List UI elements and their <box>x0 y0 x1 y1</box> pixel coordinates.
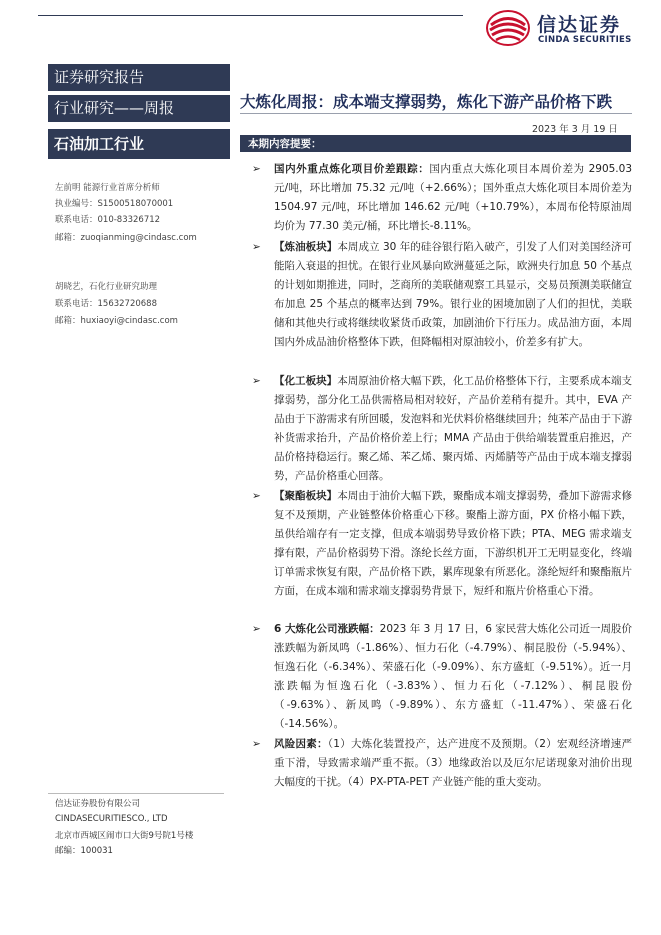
company-logo <box>485 8 645 52</box>
summary-paragraph <box>252 238 632 352</box>
summary-paragraph <box>252 160 632 236</box>
paragraph-lead: 【化工板块】 <box>274 375 338 387</box>
bullet-arrow-icon: ➢ <box>252 241 261 253</box>
paragraph-body: （1）大炼化装置投产，达产进度不及预期。（2）宏观经济增速严重下滑，导致需求端严重不振。（3）地缘政治以及厄尔尼诺现象对油价出现大幅度的干扰。（4）PX-PTA-PET 产业链产能的重大变动。 <box>274 738 632 788</box>
summary-paragraph <box>252 735 632 792</box>
bullet-arrow-icon: ➢ <box>252 623 261 635</box>
cinda-logo-icon <box>485 8 531 48</box>
bullet-arrow-icon: ➢ <box>252 490 261 502</box>
sidebar-title-block <box>48 64 228 164</box>
company-name-en: CINDASECURITIESCO., LTD <box>55 814 168 824</box>
analyst-1-email[interactable]: 邮箱：zuoqianming@cindasc.com <box>55 233 197 243</box>
paragraph-lead: 风险因素： <box>274 738 328 750</box>
paragraph-body: 2023 年 3 月 17 日，6 家民营大炼化公司近一周股价涨跌幅为新凤鸣（-1.86%）、恒力石化（-4.79%）、桐昆股份（-5.94%）、恒逸石化（-6.34%）、荣盛石化（-9.09%）、东方盛虹（-9.51%）。近一月涨跌幅为恒逸石化（-3.83%）、恒力石化（-7.12%）、桐昆股份（-9.63%）、新凤鸣（-9.89%）、东方盛虹（-11.47%）、荣盛石化（-14.56%）。 <box>274 623 632 730</box>
header-rule <box>38 15 463 16</box>
analyst-2-phone: 联系电话：15632720688 <box>55 299 157 309</box>
paragraph-body: 本周原油价格大幅下跌，化工品价格整体下行，主要系成本端支撑弱势，部分化工品供需格局相对较好，产品价差稍有提升。其中，EVA 产品由于下游需求有所回暖，发泡料和光伏料价格继续回升；纯苯产品由于下游补货需求抬升，产品价格价差上行；MMA 产品由于供给端装置重启推迟，产品价格持稳运行。聚乙烯、苯乙烯、聚丙烯、丙烯腈等产品由于成本端支撑弱势，产品价格重心回落。 <box>274 375 633 482</box>
paragraph-body: 本周成立 30 年的硅谷银行陷入破产，引发了人们对美国经济可能陷入衰退的担忧。在银行业风暴向欧洲蔓延之际，欧洲央行加息 50 个基点的计划如期推进，同时，芝商所的美联储观察工具显示，交易员预测美联储宣布加息 25 个基点的概率达到 79%。银行业的困境加剧了人们的担忧，美联储和其他央行或将继续收紧货币政策，加剧油价下行压力。成品油方面，本周国内外成品油价格整体下跌，但降幅相对原油较小，价差多有扩大。 <box>274 241 632 348</box>
bullet-arrow-icon: ➢ <box>252 163 261 175</box>
report-title: 大炼化周报：成本端支撑弱势，炼化下游产品价格下跌 <box>240 93 613 111</box>
analyst-2-name: 胡晓艺，石化行业研究助理 <box>55 282 158 292</box>
analyst-1-cert: 执业编号：S1500518070001 <box>55 199 174 209</box>
logo-english-name: CINDA SECURITIES <box>538 35 632 45</box>
summary-paragraph <box>252 620 632 734</box>
paragraph-body: 国内重点大炼化项目本周价差为 2905.03 元/吨，环比增加 75.32 元/吨（+2.66%）；国外重点大炼化项目本周价差为 1504.97 元/吨，环比增加 146.62 元/吨（+10.79%），本周布伦特原油周均价为 77.30 美元/桶，环比增长-8.11%。 <box>274 163 632 232</box>
summary-label: 本期内容提要： <box>248 138 322 150</box>
company-postcode: 邮编：100031 <box>55 846 113 856</box>
title-rule <box>240 113 632 114</box>
paragraph-lead: 【聚酯板块】 <box>274 490 338 502</box>
summary-paragraph <box>252 372 632 486</box>
report-date: 2023 年 3 月 19 日 <box>532 124 618 135</box>
analyst-1-name: 左前明 能源行业首席分析师 <box>55 183 160 193</box>
report-category-label: 行业研究——周报 <box>48 95 230 122</box>
bullet-arrow-icon: ➢ <box>252 738 261 750</box>
report-type-label: 证券研究报告 <box>48 64 230 91</box>
paragraph-lead: 国内外重点炼化项目价差跟踪： <box>274 163 430 175</box>
logo-chinese-name: 信达证券 <box>537 14 622 36</box>
paragraph-lead: 6 大炼化公司涨跌幅： <box>274 623 380 635</box>
footer-divider <box>48 793 224 794</box>
company-address: 北京市西城区闹市口大街9号院1号楼 <box>55 831 194 841</box>
industry-label: 石油加工行业 <box>48 129 230 159</box>
bullet-arrow-icon: ➢ <box>252 375 261 387</box>
summary-header-bar <box>240 135 631 152</box>
company-name-cn: 信达证券股份有限公司 <box>55 799 141 809</box>
paragraph-body: 本周由于油价大幅下跌，聚酯成本端支撑弱势，叠加下游需求修复不及预期，产业链整体价格重心下移。聚酯上游方面，PX 价格小幅下跌，虽供给端存有一定支撑，但成本端弱势导致价格下跌；PTA、MEG 需求端支撑有限，产品价格弱势下滑。涤纶长丝方面，下游织机开工无明显变化，终端订单需求恢复有限，产品价格下跌，累库现象有所恶化。涤纶短纤和聚酯瓶片方面，在成本端和需求端支撑弱势背景下，短纤和瓶片价格重心下滑。 <box>274 490 633 597</box>
analyst-2-email[interactable]: 邮箱：huxiaoyi@cindasc.com <box>55 316 178 326</box>
summary-paragraph <box>252 487 632 601</box>
analyst-1-phone: 联系电话：010-83326712 <box>55 215 161 225</box>
paragraph-lead: 【炼油板块】 <box>274 241 338 253</box>
